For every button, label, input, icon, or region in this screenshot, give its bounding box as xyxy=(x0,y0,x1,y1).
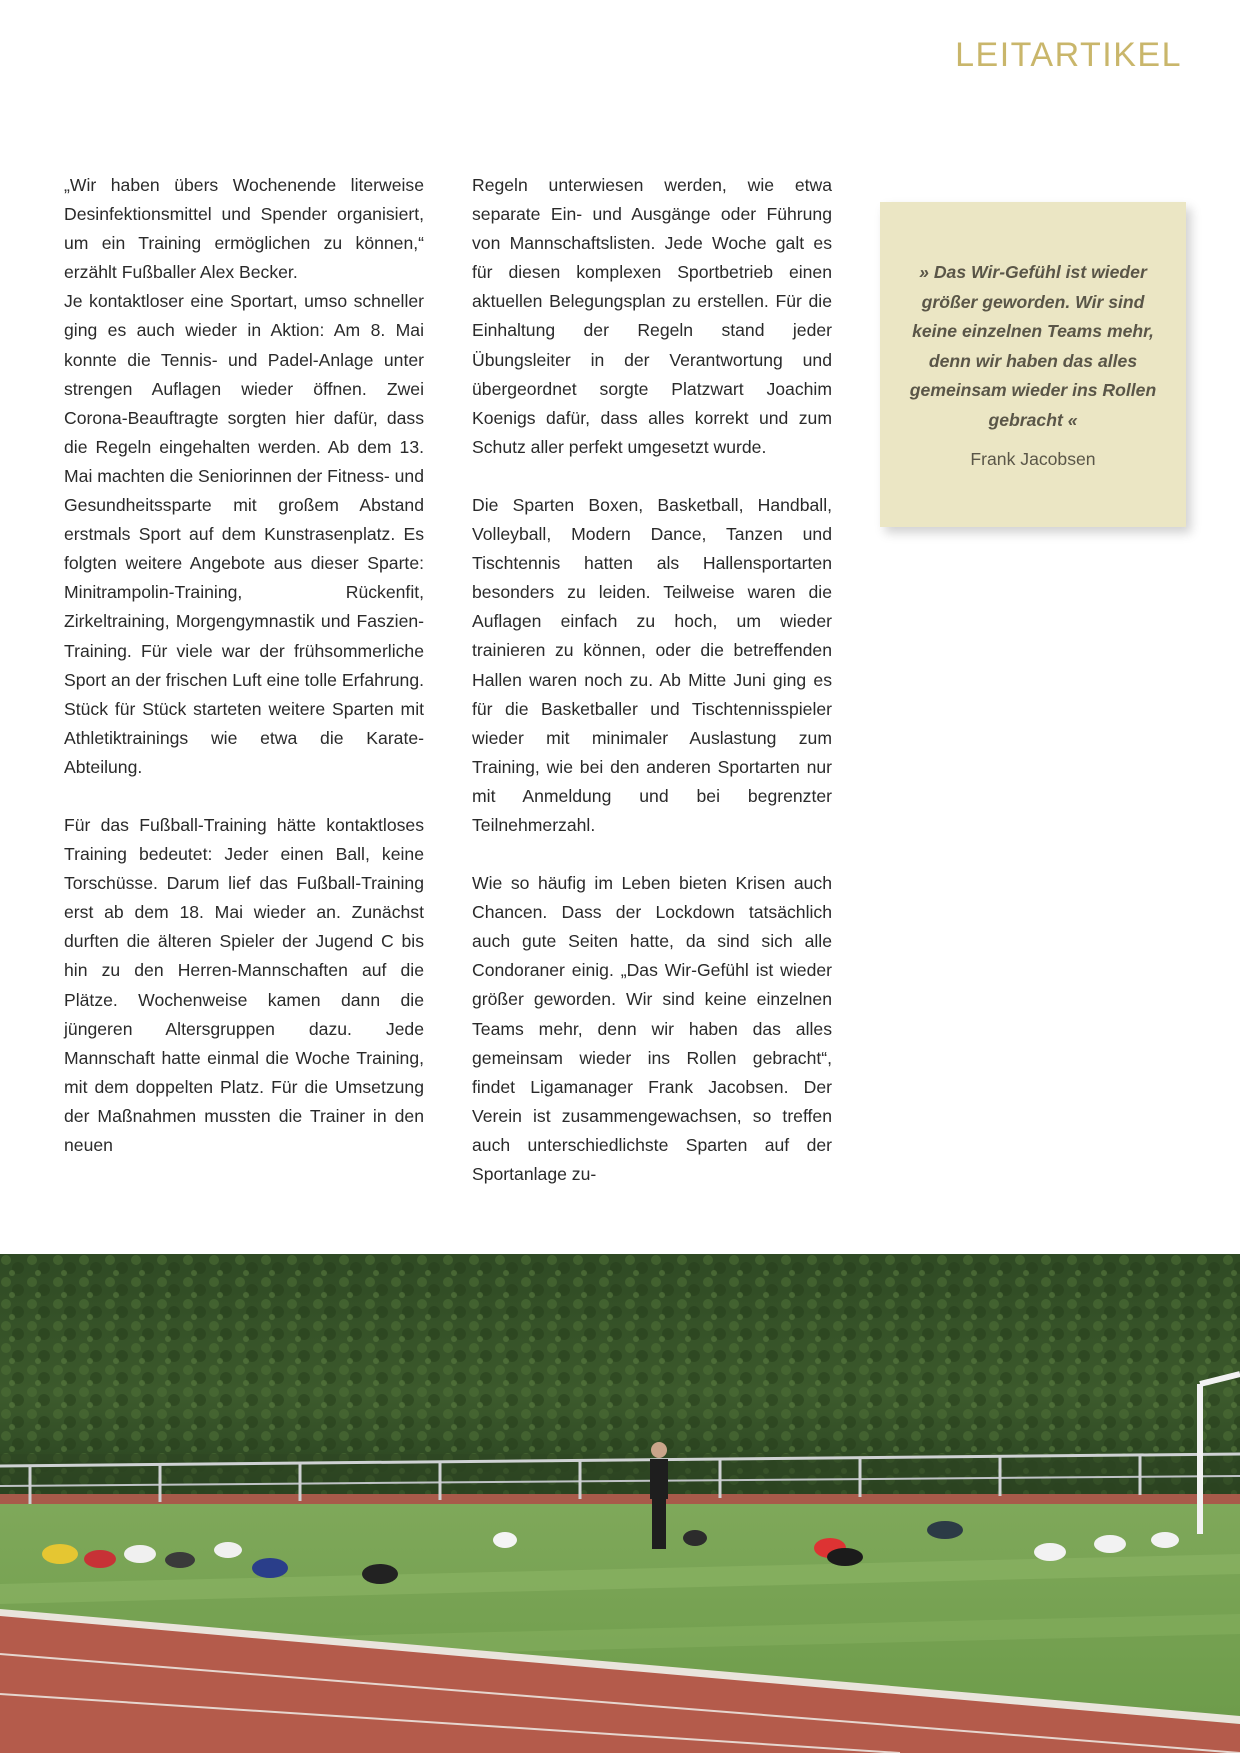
article-paragraph: Die Sparten Boxen, Basketball, Handball, Volleyball, Modern Dance, Tanzen und Tischtennis hatten als Hallensportarten besonders zu leiden. Teilweise waren die Auflagen einfach zu hoch, um wieder trainieren zu können, oder die betreffenden Hallen waren noch zu. Ab Mitte Juni ging es für die Basketballer und Tischtennisspieler wieder mit minimaler Auslastung zum Training, wie bei den anderen Sportarten nur mit Anmeldung und bei begrenzter Teilnehmerzahl. xyxy=(472,494,832,835)
article-paragraph: Für das Fußball-Training hätte kontaktloses Training bedeutet: Jeder einen Ball, keine Torschüsse. Darum lief das Fußball-Training erst ab dem 18. Mai wieder an. Zunächst durften die älteren Spieler der Jugend C bis hin zu den Herren-Mannschaften auf die Plätze. Wochenweise kamen dann die jüngeren Altersgruppen dazu. Jede Mannschaft hatte einmal die Woche Training, mit dem doppelten Platz. Für die Umsetzung der Maßnahmen mussten die Trainer in den neuen xyxy=(64,814,424,1155)
pull-quote-box xyxy=(880,202,1186,527)
pull-quote-text: » Das Wir-Gefühl ist wieder größer geworden. Wir sind keine einzelnen Teams mehr, denn wir haben das alles gemeinsam wieder ins Rollen gebracht « xyxy=(909,262,1157,430)
article-column-left xyxy=(64,171,424,1160)
article-paragraph: Regeln unterwiesen werden, wie etwa separate Ein- und Ausgänge oder Führung von Mannschaftslisten. Jede Woche galt es für diesen komplexen Sportbetrieb einen aktuellen Belegungsplan zu erstellen. Für die Einhaltung der Regeln stand jeder Übungsleiter in der Verantwortung und übergeordnet sorgte Platzwart Joachim Koenigs dafür, dass alles korrekt und zum Schutz aller perfekt umgesetzt wurde. xyxy=(472,175,832,457)
pull-quote-author: Frank Jacobsen xyxy=(970,449,1096,469)
article-column-middle xyxy=(472,171,832,1189)
section-label: LEITARTIKEL xyxy=(955,36,1182,74)
article-paragraph: Wie so häufig im Leben bieten Krisen auch Chancen. Dass der Lockdown tatsächlich auch gute Seiten hatte, da sind sich alle Condoraner einig. „Das Wir-Gefühl ist wieder größer geworden. Wir sind keine einzelnen Teams mehr, denn wir haben das alles gemeinsam wieder ins Rollen gebracht“, findet Ligamanager Frank Jacobsen. Der Verein ist zusammengewachsen, so treffen auch unterschiedlichste Sparten auf der Sportanlage zu- xyxy=(472,873,832,1184)
article-paragraph: „Wir haben übers Wochenende literweise Desinfektionsmittel und Spender organisiert, um ein Training ermöglichen zu können,“ erzählt Fußballer Alex Becker. xyxy=(64,175,424,283)
training-photo xyxy=(0,1254,1240,1753)
article-paragraph: Je kontaktloser eine Sportart, umso schneller ging es auch wieder in Aktion: Am 8. Mai konnte die Tennis- und Padel-Anlage unter strengen Auflagen wieder öffnen. Zwei Corona-Beauftragte sorgten hier dafür, dass die Regeln eingehalten werden. Ab dem 13. Mai machten die Seniorinnen der Fitness- und Gesundheitssparte mit großem Abstand erstmals Sport auf dem Kunstrasenplatz. Es folgten weitere Angebote aus dieser Sparte: Minitrampolin-Training, Rückenfit, Zirkeltraining, Morgengymnastik und Faszien-Training. Für viele war der frühsommerliche Sport an der frischen Luft eine tolle Erfahrung. Stück für Stück starteten weitere Sparten mit Athletiktrainings wie etwa die Karate-Abteilung. xyxy=(64,291,424,777)
